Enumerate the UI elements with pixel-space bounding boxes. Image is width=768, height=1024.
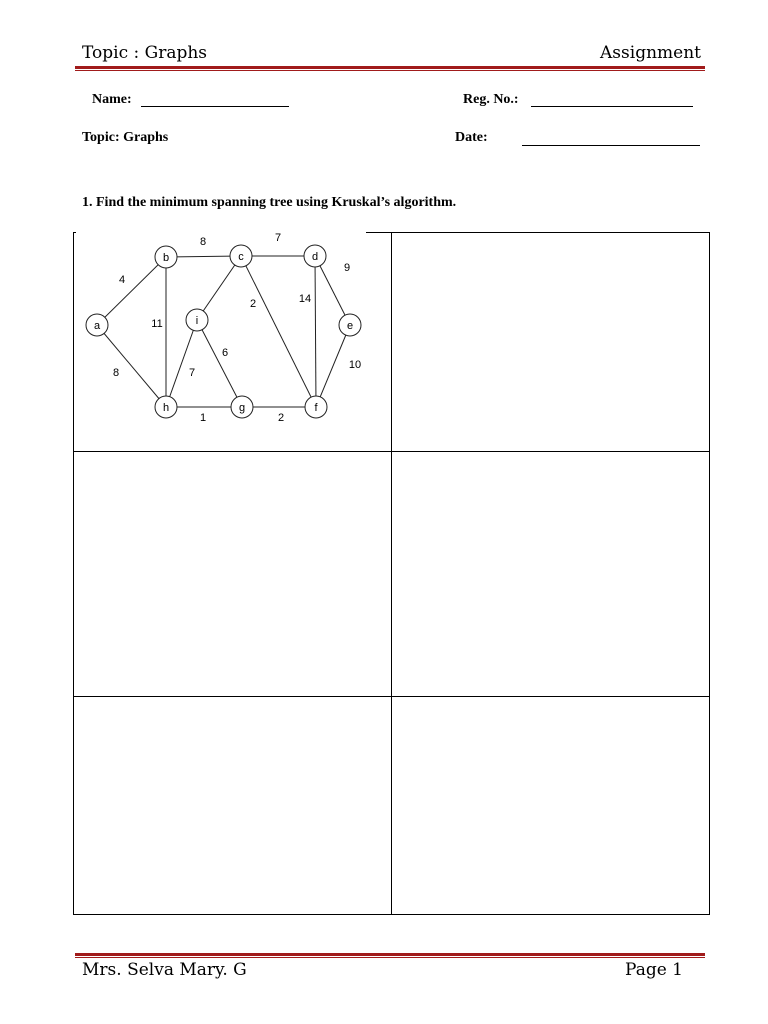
node-label: b xyxy=(162,252,170,264)
name-field[interactable] xyxy=(141,106,289,107)
answer-cell xyxy=(391,696,710,915)
node-label: g xyxy=(238,402,246,414)
graph-edge-c-f xyxy=(241,256,316,407)
node-label: i xyxy=(195,315,199,327)
edge-weight-label: 1 xyxy=(199,412,207,424)
node-label: f xyxy=(314,402,318,414)
node-label: e xyxy=(346,320,354,332)
edge-weight-label: 10 xyxy=(348,359,362,371)
edge-weight-label: 8 xyxy=(112,367,120,379)
graph-edge-c-i xyxy=(197,256,241,320)
graph-edge-a-b xyxy=(97,257,166,325)
graph-edge-i-h xyxy=(166,320,197,407)
edge-weight-label: 2 xyxy=(249,298,257,310)
edge-weight-label: 9 xyxy=(343,262,351,274)
edge-weight-label: 11 xyxy=(151,318,163,330)
edge-weight-label: 8 xyxy=(199,236,207,248)
edge-weight-label: 6 xyxy=(221,347,229,359)
node-label: a xyxy=(93,320,101,332)
answer-cell xyxy=(73,696,392,915)
edge-weight-label: 4 xyxy=(118,274,126,286)
node-label: h xyxy=(162,402,170,414)
edge-weight-label: 14 xyxy=(298,293,312,305)
header-topic: Topic : Graphs xyxy=(82,43,208,63)
reg-no-label: Reg. No.: xyxy=(463,92,519,107)
topic-label: Topic: Graphs xyxy=(82,130,169,145)
edge-weight-label: 7 xyxy=(274,232,282,244)
date-label: Date: xyxy=(455,130,488,145)
answer-cell xyxy=(391,232,710,452)
graph-edge-d-f xyxy=(315,256,316,407)
header-rule xyxy=(75,66,705,71)
graph-edge-e-f xyxy=(316,325,350,407)
date-field[interactable] xyxy=(522,145,700,146)
edge-weight-label: 2 xyxy=(277,412,285,424)
footer-rule xyxy=(75,953,705,958)
footer-page: Page 1 xyxy=(625,960,683,980)
node-label: c xyxy=(238,251,244,263)
question-text: 1. Find the minimum spanning tree using Kruskal’s algorithm. xyxy=(82,195,457,210)
reg-no-field[interactable] xyxy=(531,106,693,107)
node-label: d xyxy=(311,251,319,263)
graph-figure xyxy=(76,228,366,433)
answer-cell xyxy=(391,451,710,697)
graph-edge-a-h xyxy=(97,325,166,407)
name-label: Name: xyxy=(92,92,132,107)
footer-author: Mrs. Selva Mary. G xyxy=(82,960,247,980)
graph-edge-i-g xyxy=(197,320,242,407)
answer-cell xyxy=(73,451,392,697)
edge-weight-label: 7 xyxy=(188,367,196,379)
header-label: Assignment xyxy=(600,43,701,63)
